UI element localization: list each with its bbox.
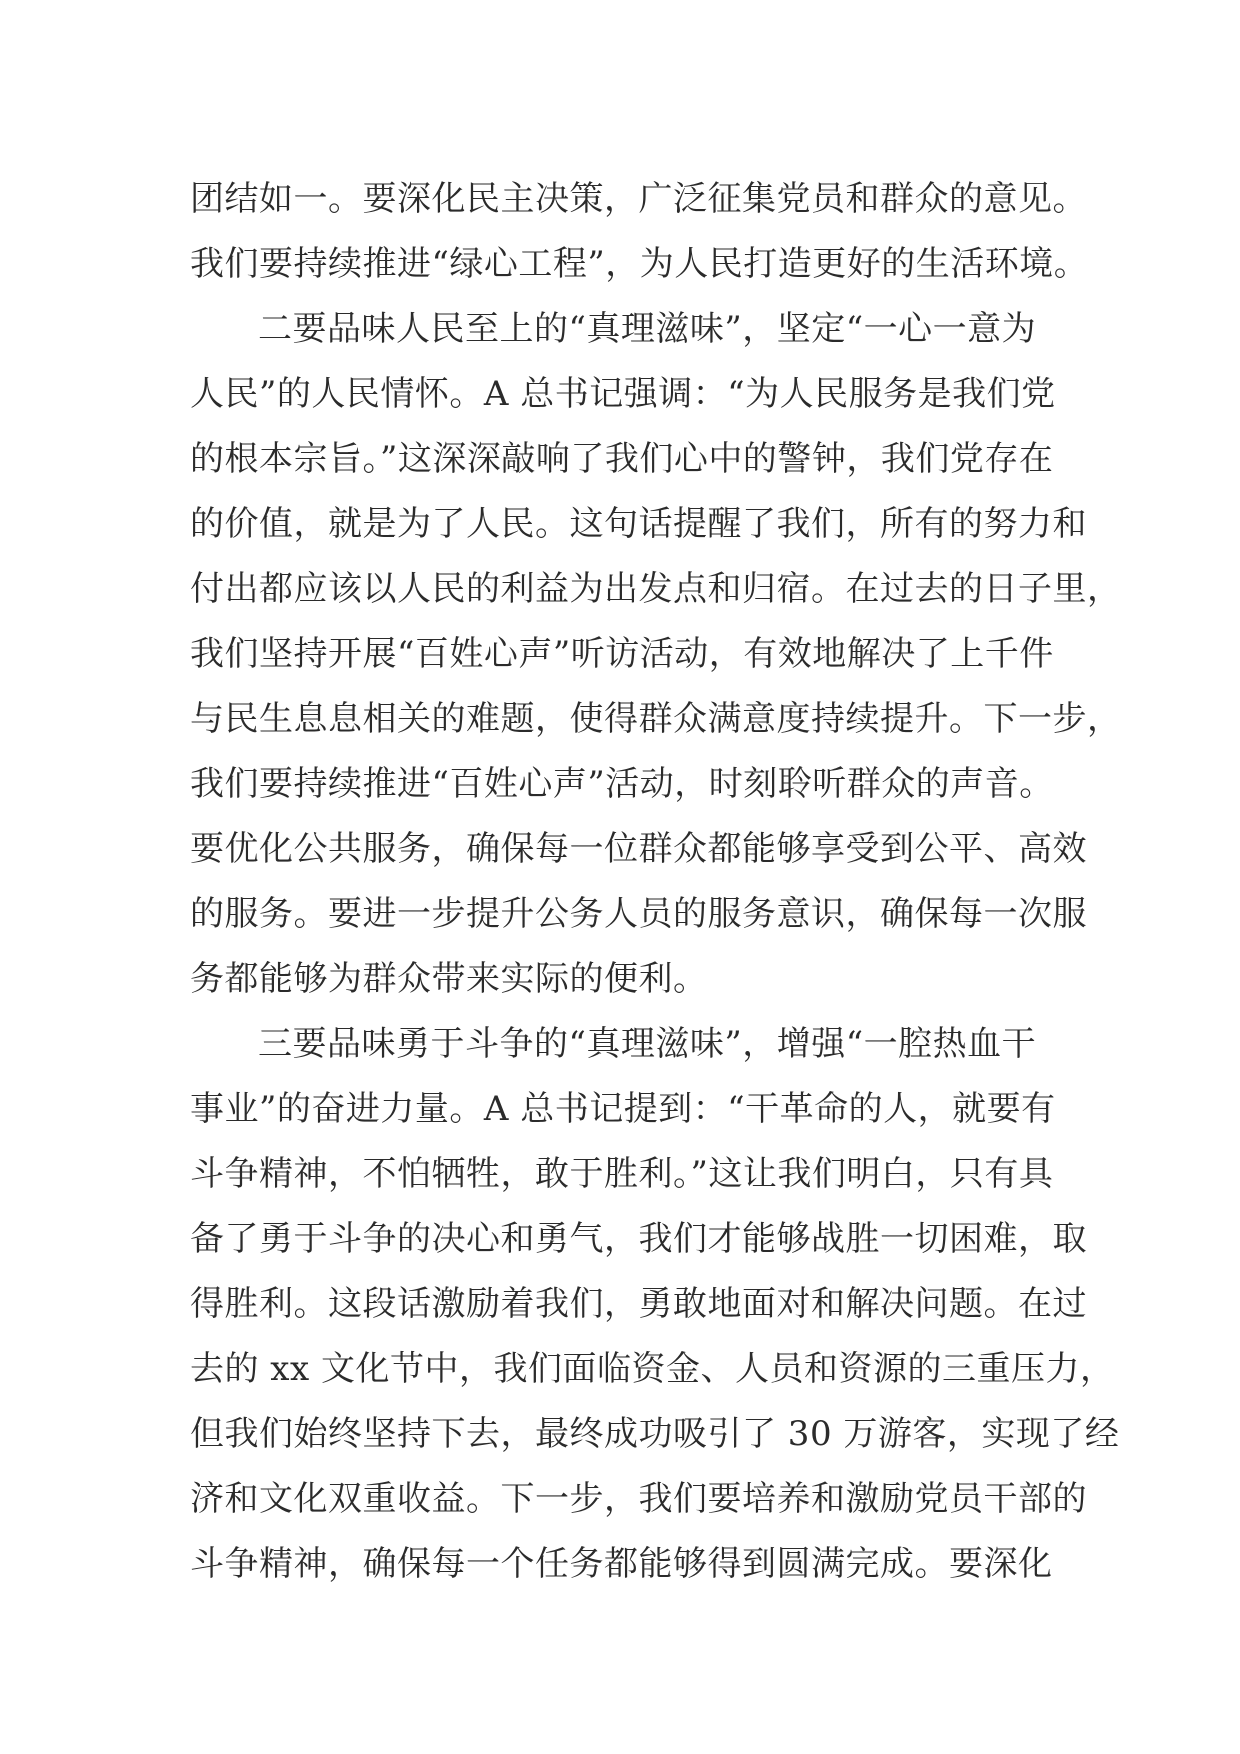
text-line: 备了勇于斗争的决心和勇气，我们才能够战胜一切困难，取 — [190, 1219, 1087, 1259]
text-line: 要优化公共服务，确保每一位群众都能够享受到公平、高效 — [190, 829, 1087, 869]
text-line: 的价值，就是为了人民。这句话提醒了我们，所有的努力和 — [190, 504, 1087, 544]
text-line: 事业”的奋进力量。A 总书记提到：“干革命的人，就要有 — [190, 1089, 1056, 1129]
text-line: 但我们始终坚持下去，最终成功吸引了 30 万游客，实现了经 — [190, 1414, 1120, 1454]
text-line: 与民生息息相关的难题，使得群众满意度持续提升。下一步， — [190, 699, 1122, 739]
text-line: 济和文化双重收益。下一步，我们要培养和激励党员干部的 — [190, 1479, 1087, 1519]
paragraph-start-line: 二要品味人民至上的“真理滋味”，坚定“一心一意为 — [258, 309, 1037, 349]
text-line: 我们要持续推进“百姓心声”活动，时刻聆听群众的声音。 — [190, 764, 1054, 804]
text-line: 去的 xx 文化节中，我们面临资金、人员和资源的三重压力， — [190, 1349, 1115, 1389]
text-line: 团结如一。要深化民主决策，广泛征集党员和群众的意见。 — [190, 179, 1087, 219]
text-line: 得胜利。这段话激励着我们，勇敢地面对和解决问题。在过 — [190, 1284, 1087, 1324]
text-line: 的服务。要进一步提升公务人员的服务意识，确保每一次服 — [190, 894, 1087, 934]
text-line: 的根本宗旨。”这深深敲响了我们心中的警钟，我们党存在 — [190, 439, 1054, 479]
text-line: 斗争精神，不怕牺牲，敢于胜利。”这让我们明白，只有具 — [190, 1154, 1054, 1194]
paragraph-start-line: 三要品味勇于斗争的“真理滋味”，增强“一腔热血干 — [258, 1024, 1037, 1064]
text-line: 斗争精神，确保每一个任务都能够得到圆满完成。要深化 — [190, 1544, 1053, 1584]
body-text — [190, 167, 1122, 1597]
text-line: 我们要持续推进“绿心工程”，为人民打造更好的生活环境。 — [190, 244, 1089, 284]
text-line: 付出都应该以人民的利益为出发点和归宿。在过去的日子里， — [190, 569, 1122, 609]
text-line: 务都能够为群众带来实际的便利。 — [190, 959, 708, 999]
text-line: 人民”的人民情怀。A 总书记强调：“为人民服务是我们党 — [190, 374, 1056, 414]
text-line: 我们坚持开展“百姓心声”听访活动，有效地解决了上千件 — [190, 634, 1054, 674]
